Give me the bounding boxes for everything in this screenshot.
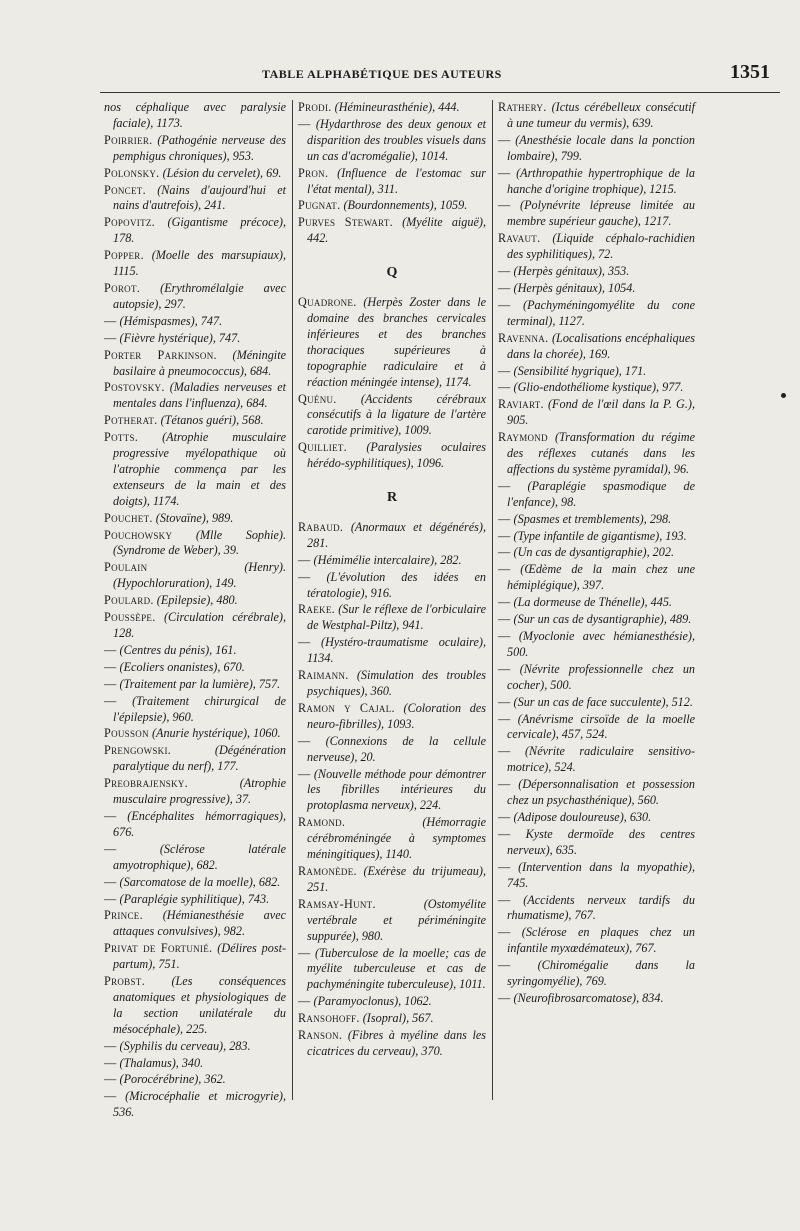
entry-text: (Herpès génitaux), 353. [513,264,630,279]
index-entry [498,100,695,132]
index-entry [498,331,695,363]
entry-text: (Fièvre hystérique), 747. [119,330,241,345]
entry-text: (Anormaux et dégénérés), 281. [307,519,487,550]
index-entry [498,264,695,280]
entry-text: (Accidents nerveux tardifs du rhumatisme), 767. [507,892,695,923]
index-entry [498,893,695,925]
index-entry [298,815,486,863]
index-entry [104,1056,286,1072]
entry-author: — [498,694,511,709]
index-entry [498,512,695,528]
entry-author: — [498,264,511,279]
entry-text: (Glio-endothéliome kystique), 977. [513,380,684,395]
index-entry [104,100,286,132]
column-divider [292,100,293,1100]
entry-author: — [498,990,511,1005]
index-entry [498,281,695,297]
index-entry [104,560,286,592]
entry-text: (Pathogénie nerveuse des pemphigus chroniques), 953. [113,132,286,163]
entry-text: (Maladies nerveuses et mentales dans l'influenza), 684. [113,380,286,411]
entry-text: (Dépersonnalisation et possession chez un psychasthénique), 560. [507,777,696,808]
entry-text: (Traitement chirurgical de l'épilepsie), 960. [113,693,286,724]
entry-text: (Type infantile de gigantisme), 193. [513,528,687,543]
entry-author: — [498,280,511,295]
entry-text: (Délires post-partum), 751. [113,941,287,972]
index-entry [104,331,286,347]
entry-text: (Stovaïne), 989. [155,510,234,525]
entry-author: — [498,297,511,312]
index-entry [104,643,286,659]
entry-text: (Sensibilité hygrique), 171. [513,363,647,378]
entry-author: — [298,733,311,748]
index-entry [104,281,286,313]
entry-text: (Œdème de la main chez une hémiplégique), 397. [507,562,696,593]
entry-text: (Tuberculose de la moelle; cas de myélite tuberculeuse et cas de pachyméningite tuberculeuse), 1011. [307,945,487,992]
entry-author: — [104,874,117,889]
entry-author: Rabaud. [298,519,344,534]
entry-author: Raviart. [498,397,544,412]
entry-author: Ransohoff. [298,1011,360,1026]
entry-author: — [498,545,511,560]
entry-text: (Les conséquences anatomiques et physiologiques de la section unilatérale du mésocéphale), 225. [113,974,286,1036]
entry-text: (Pachyméningomyélite du cone terminal), 1127. [507,297,695,328]
entry-text: (Isopral), 567. [362,1011,434,1026]
entry-author: — [498,744,511,759]
entry-text: (Névrite radiculaire sensitivo-motrice), 524. [507,744,696,775]
index-entry [498,695,695,711]
index-entry [104,610,286,642]
entry-text: (Sur un cas de face succulente), 512. [513,694,693,709]
index-entry [104,430,286,510]
index-entry [498,166,695,198]
entry-author: Ranson. [298,1028,343,1043]
entry-author: Polonsky. [104,165,160,180]
entry-text: (Bourdonnements), 1059. [343,198,468,213]
index-entry [104,660,286,676]
index-entry [498,629,695,661]
index-entry [104,413,286,429]
entry-author: Poulard. [104,593,154,608]
entry-text: (Anurie hystérique), 1060. [151,726,281,741]
entry-text: (L'évolution des idées en tératologie), 916. [307,569,486,600]
entry-author: — [104,1089,117,1104]
index-entry [104,1039,286,1055]
index-entry [298,166,486,198]
page-header [100,61,780,89]
index-entry [298,295,486,390]
entry-author: Potherat. [104,413,158,428]
index-entry [498,298,695,330]
entry-text: (Erythromélalgie avec autopsie), 297. [113,280,286,311]
index-entry [104,908,286,940]
index-entry [104,842,286,874]
entry-author: Pron. [298,165,329,180]
index-entry [298,198,486,214]
entry-text: (Syphilis du cerveau), 283. [119,1038,251,1053]
entry-author: — [298,552,311,567]
entry-text: (Myoclonie avec hémianesthésie), 500. [507,629,695,659]
entry-author: — [298,116,311,131]
entry-text: (Spasmes et tremblements), 298. [513,511,672,526]
entry-text: (Paramyoclonus), 1062. [313,994,432,1009]
entry-author: Rathery. [498,100,547,114]
entry-author: — [498,892,511,907]
entry-author: — [498,826,511,841]
entry-author: — [498,612,511,627]
entry-text: (Ecoliers onanistes), 670. [119,659,245,674]
column-divider [492,100,493,1100]
index-entry [298,994,486,1010]
entry-author: Ravenna. [498,330,549,345]
index-entry [298,117,486,165]
entry-text: (Paraplégie syphilitique), 743. [119,891,270,906]
index-entry [104,677,286,693]
index-entry [498,562,695,594]
index-entry [498,827,695,859]
index-entry [104,941,286,973]
index-entry [104,348,286,380]
entry-text: (Accidents cérébraux consécutifs à la ligature de l'artère carotide primitive), 1009. [307,391,486,438]
entry-author: — [498,925,511,940]
entry-text: (Epilepsie), 480. [156,593,238,608]
entry-author: Ramon y Cajal. [298,700,395,715]
index-entry [498,364,695,380]
section-letter: R [386,490,398,506]
entry-text: (Adipose douloureuse), 630. [513,809,652,824]
entry-author: — [498,629,511,643]
index-entry [298,897,486,945]
entry-text: (Un cas de dysantigraphie), 202. [513,545,674,560]
entry-author: — [104,330,117,345]
entry-text: (Herpès génitaux), 1054. [513,280,636,295]
entry-text: (Chiromégalie dans la syringomyélie), 769. [507,958,695,989]
index-entry [298,635,486,667]
entry-author: Popper. [104,248,144,263]
index-entry [298,864,486,896]
entry-text: (Nains d'aujourd'hui et nains d'autrefois), 241. [113,182,287,213]
entry-author: — [104,642,117,657]
entry-author: — [104,693,117,708]
entry-author: Ramond. [298,815,346,830]
entry-text: (Sur le réflexe de l'orbiculaire de Westphal-Piltz), 941. [307,602,487,633]
index-entry [104,974,286,1038]
entry-author: Poussèpe. [104,610,156,625]
entry-author: Popovitz. [104,215,156,230]
entry-author: Ramsay-Hunt. [298,896,376,911]
entry-author: Potts. [104,430,139,445]
entry-author: — [498,958,511,973]
index-entry [104,528,286,560]
index-entry [104,314,286,330]
index-entry [498,133,695,165]
entry-author: Postovsky. [104,380,165,395]
entry-author: — [104,841,117,856]
entry-text: (Hystéro-traumatisme oculaire), 1134. [307,635,486,666]
index-entry [498,612,695,628]
running-title: TABLE ALPHABÉTIQUE DES AUTEURS [262,67,502,81]
entry-text: (Microcéphalie et microgyrie), 536. [113,1089,286,1120]
entry-text: (Simulation des troubles psychiques), 360. [307,668,486,698]
entry-text: (Tétanos guéri), 568. [160,413,264,428]
entry-text: (Sarcomatose de la moelle), 682. [119,874,281,889]
page-number: 1351 [730,61,770,83]
entry-author: — [498,528,511,543]
entry-author: — [498,661,511,676]
entry-author: Pousson [104,726,149,741]
entry-author: Pouchet. [104,510,153,525]
entry-text: (Centres du pénis), 161. [119,642,237,657]
index-entry [104,776,286,808]
entry-text: (Gigantisme précoce), 178. [113,215,286,246]
index-entry [104,215,286,247]
index-entry [498,545,695,561]
index-entry [498,662,695,694]
entry-text: (Atrophie musculaire progressive myélopathique où l'atrophie commença par les extenseurs de la main et des doigts), 1174. [113,430,286,508]
entry-text: (Porocérébrine), 362. [119,1072,226,1087]
entry-author: Pugnat. [298,198,341,213]
entry-author: — [298,569,311,584]
entry-text: (Sur un cas de dysantigraphie), 489. [513,612,692,627]
entry-author: Porot. [104,280,141,295]
entry-text: nos céphalique avec paralysie faciale), 1173. [104,100,286,130]
index-entry [498,595,695,611]
entry-text: (Transformation du régime des réflexes cutanés dans les affections du système pyramidal), 96. [507,430,695,476]
entry-author: — [498,478,511,493]
entry-author: Prodi. [298,100,332,114]
entry-author: — [298,945,311,960]
entry-author: Preobrajensky. [104,776,189,791]
index-entry [298,520,486,552]
entry-author: — [498,165,511,180]
index-entry [104,166,286,182]
entry-text: (Dégénération paralytique du nerf), 177. [113,743,286,774]
entry-author: Prince. [104,908,143,923]
entry-author: Quénu. [298,391,337,406]
entry-author: Prengowski. [104,743,172,758]
entry-text: (Ostomyélite vertébrale et périméningite suppurée), 980. [307,896,486,943]
index-entry [498,777,695,809]
entry-author: — [498,711,511,726]
header-rule [100,92,780,93]
index-entry [104,1072,286,1088]
index-entry [104,511,286,527]
index-entry [298,1011,486,1027]
index-entry [498,925,695,957]
entry-text: (Lésion du cervelet), 69. [162,165,282,180]
entry-text: (Exérèse du trijumeau), 251. [307,863,486,894]
entry-text: (Myélite aiguë), 442. [307,215,486,246]
entry-text: (Liquide céphalo-rachidien des syphilitiques), 72. [507,231,695,262]
index-entry [498,810,695,826]
ink-speck [781,393,786,398]
entry-author: — [104,676,117,691]
entry-author: — [498,132,511,147]
entry-author: Poirrier. [104,132,153,147]
entry-text: (Méningite basilaire à pneumococcus), 684. [113,347,286,378]
entry-author: Privat de Fortunié. [104,941,213,956]
index-entry [298,767,486,815]
index-entry [498,958,695,990]
entry-text: (Mlle Sophie). (Syndrome de Weber), 39. [113,527,287,558]
index-entry [104,694,286,726]
entry-text: (Atrophie musculaire progressive), 37. [113,776,286,807]
entry-text: (Sclérose en plaques chez un infantile myxœdémateux), 767. [507,925,696,956]
entry-text: (Hémineurasthénie), 444. [334,100,460,114]
index-entry [498,744,695,776]
entry-author: — [498,562,511,577]
index-column-1 [104,100,286,1122]
index-entry [498,397,695,429]
index-entry [104,892,286,908]
index-entry [498,380,695,396]
index-entry [104,593,286,609]
entry-text: (Nouvelle méthode pour démontrer les fibrilles intérieures du protoplasma nerveux), 224. [307,766,486,813]
index-entry [104,380,286,412]
entry-text: (Hydarthrose des deux genoux et disparition des troubles visuels dans un cas d'acromégalie), 1014. [307,116,486,163]
entry-author: — [104,659,117,674]
entry-text: (Hémorragie cérébroméningée à symptomes méningitiques), 1140. [307,815,486,862]
entry-author: — [498,809,511,824]
entry-text: (La dormeuse de Thénelle), 445. [513,595,672,610]
entry-author: Raymond [498,430,548,445]
index-entry [104,875,286,891]
entry-author: Quilliet. [298,440,348,455]
entry-author: Pouchowsky [104,527,173,542]
entry-author: — [104,1072,117,1087]
entry-author: Raimann. [298,668,349,683]
entry-text: (Hémimélie intercalaire), 282. [313,552,462,567]
entry-author: — [298,994,311,1009]
entry-author: Poulain [104,560,148,575]
entry-text: (Encéphalites hémorragiques), 676. [113,808,286,839]
entry-text: (Paraplégie spasmodique de l'enfance), 98. [507,478,695,509]
entry-author: Ramonède. [298,863,357,878]
entry-text: (Influence de l'estomac sur l'état mental), 311. [307,165,486,196]
entry-text: (Connexions de la cellule nerveuse), 20. [307,733,486,764]
entry-author: — [498,380,511,395]
entry-author: Porter Parkinson. [104,347,217,362]
entry-text: (Henry). (Hypochloruration), 149. [113,560,286,591]
entry-text: (Fibres à myéline dans les cicatrices du cerveau), 370. [307,1028,486,1058]
index-entry [498,712,695,744]
entry-text: (Localisations encéphaliques dans la chorée), 169. [507,330,695,361]
entry-text: (Névrite professionnelle chez un cocher), 500. [507,661,696,692]
index-entry [498,198,695,230]
index-entry [298,570,486,602]
index-column-2 [298,100,486,1061]
index-entry [498,991,695,1007]
entry-text: (Herpès Zoster dans le domaine des branches cervicales inférieures et des branches thoraciques supérieures à topographie radiculaire et à réaction méningée intense), 1174. [307,295,487,389]
index-entry [498,529,695,545]
entry-text: (Paralysies oculaires hérédo-syphilitiques), 1096. [307,440,486,471]
index-entry [298,440,486,472]
entry-author: Raeke. [298,602,335,617]
entry-text: (Intervention dans la myopathie), 745. [507,859,695,890]
index-entry [298,1028,486,1060]
index-entry [298,946,486,994]
entry-author: — [104,1038,117,1053]
section-letter: Q [386,265,398,281]
entry-text: (Anesthésie locale dans la ponction lombaire), 799. [507,132,695,163]
entry-text: (Circulation cérébrale), 128. [113,610,286,640]
index-entry [498,430,695,478]
entry-text: (Neurofibrosarcomatose), 834. [513,990,664,1005]
index-entry [104,248,286,280]
index-entry [298,215,486,247]
entry-text: (Fond de l'œil dans la P. G.), 905. [507,397,696,428]
index-entry [298,100,486,116]
index-entry [498,231,695,263]
index-entry [298,392,486,440]
entry-text: (Coloration des neuro-fibrilles), 1093. [307,700,486,731]
entry-author: Quadrone. [298,295,357,310]
entry-text: (Moelle des marsupiaux), 1115. [113,248,286,279]
entry-text: (Polynévrite lépreuse limitée au membre supérieur gauche), 1217. [507,198,696,229]
index-entry [104,743,286,775]
entry-author: Probst. [104,974,145,989]
entry-author: Poncet. [104,182,146,197]
index-entry [298,602,486,634]
index-entry [104,726,286,742]
index-entry [298,553,486,569]
index-entry [298,734,486,766]
index-entry [498,479,695,511]
entry-author: — [498,198,511,213]
entry-author: Ravaut. [498,231,541,246]
entry-author: — [104,313,117,328]
index-entry [498,860,695,892]
entry-author: — [104,891,117,906]
index-entry [104,133,286,165]
index-entry [298,701,486,733]
index-entry [104,809,286,841]
entry-author: — [498,595,511,610]
index-entry [104,1089,286,1121]
index-entry [298,668,486,700]
entry-author: — [498,777,511,792]
entry-author: — [298,766,311,781]
entry-author: — [498,511,511,526]
entry-author: — [498,859,511,874]
entry-text: (Ictus cérébelleux consécutif à une tumeur du vermis), 639. [507,100,695,130]
entry-text: (Hémispasmes), 747. [119,313,223,328]
entry-text: (Thalamus), 340. [119,1055,204,1070]
entry-author: — [498,363,511,378]
entry-text: (Traitement par la lumière), 757. [119,676,281,691]
entry-author: Purves Stewart. [298,215,393,230]
entry-author: — [104,808,117,823]
entry-text: (Arthropathie hypertrophique de la hanche d'origine trophique), 1215. [507,165,695,196]
entry-author: — [104,1055,117,1070]
entry-text: Kyste dermoïde des centres nerveux), 635. [507,826,695,857]
entry-author: — [298,635,311,650]
index-entry [104,183,286,215]
entry-text: (Anévrisme cirsoïde de la moelle cervicale), 457, 524. [507,711,696,742]
index-column-3 [498,100,695,1008]
entry-text: (Hémianesthésie avec attaques convulsives), 982. [113,908,287,939]
entry-text: (Sclérose latérale amyotrophique), 682. [113,841,286,872]
